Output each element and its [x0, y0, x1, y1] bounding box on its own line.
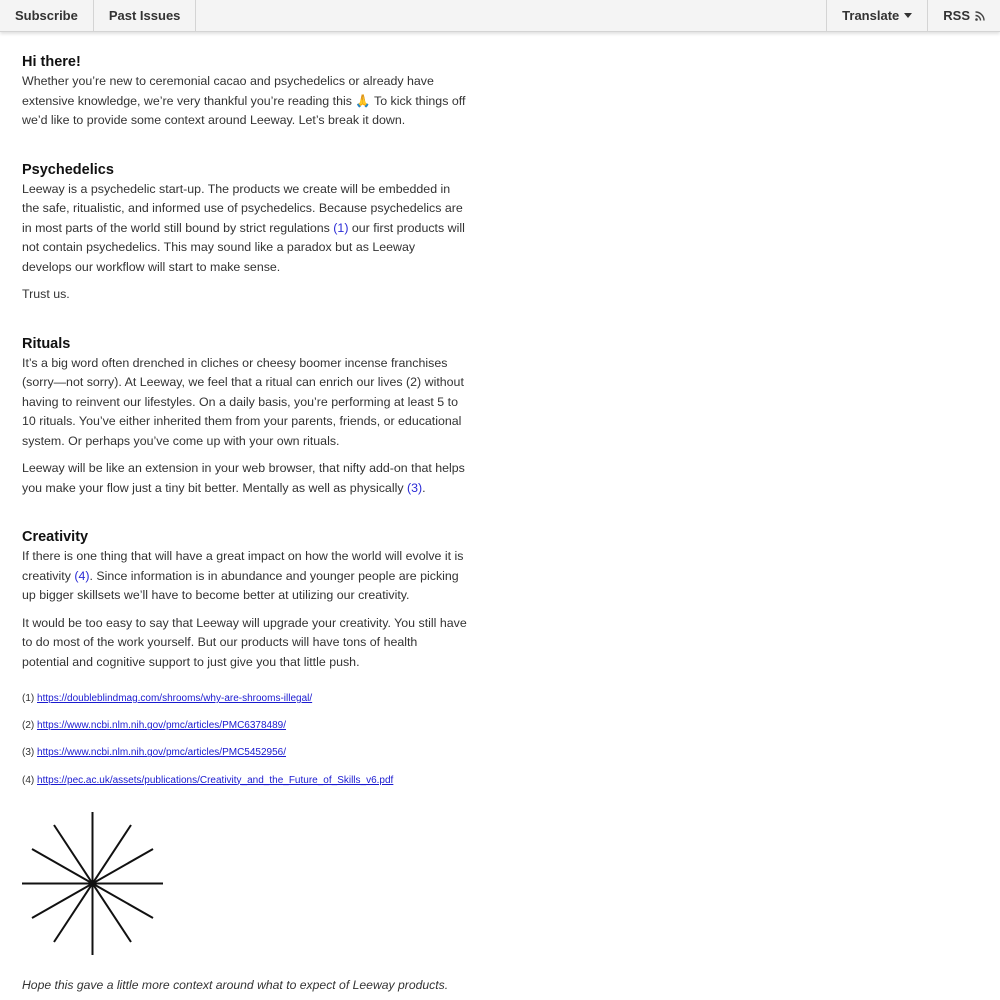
rss-icon [975, 11, 985, 21]
caret-down-icon [904, 13, 912, 18]
reference-item [22, 692, 622, 706]
intro-heading: Hi there! [22, 54, 81, 70]
reference-url[interactable]: https://doubleblindmag.com/shrooms/why-are-shrooms-illegal/ [37, 693, 313, 704]
psychedelics-paragraph-2: Trust us. [22, 287, 70, 301]
leeway-star-logo-icon [22, 812, 163, 955]
creativity-paragraph-2: It would be too easy to say that Leeway will upgrade your creativity. You still have to do most of the work yourself. But our products will have tons of health potential and cognitive support to just give you that little push. [22, 615, 467, 669]
reference-link-3[interactable]: (3) [406, 480, 423, 495]
creativity-paragraph-1 [22, 547, 467, 606]
reference-url[interactable]: https://www.ncbi.nlm.nih.gov/pmc/articles/PMC6378489/ [37, 720, 287, 732]
rituals-paragraph-2 [22, 459, 467, 498]
creativity-text-b: . Since information is in abundance and younger people are picking up bigger skillsets we’ll have to become better at utilizing our creativity. [22, 568, 459, 602]
reference-link-4[interactable]: (4) [74, 568, 90, 583]
reference-item [22, 774, 622, 788]
reference-item [22, 746, 622, 760]
translate-dropdown[interactable] [826, 0, 927, 31]
top-nav-bar [0, 0, 1000, 32]
rituals-text-a: Leeway will be like an extension in your web browser, that nifty add-on that helps you make your flow just a tiny bit better. Mentally as well as physically [22, 461, 465, 495]
newsletter-body [22, 52, 467, 672]
pray-emoji-icon: 🙏 [355, 93, 371, 108]
translate-label: Translate [842, 8, 900, 23]
intro-text-a: Whether you’re new to ceremonial cacao and psychedelics or already have extensive knowledge, we’re very thankful you’re reading this [22, 74, 434, 108]
reference-number: (3) [22, 747, 35, 759]
past-issues-button[interactable] [94, 0, 197, 31]
psychedelics-text-b: our first products will not contain psychedelics. This may sound like a paradox but as Leeway develops our workflow will start to make sense. [22, 220, 465, 274]
subscribe-button[interactable] [0, 0, 94, 31]
reference-number: (4) [22, 774, 35, 786]
psychedelics-paragraph-1 [22, 180, 467, 278]
reference-url[interactable]: https://www.ncbi.nlm.nih.gov/pmc/articles/PMC5452956/ [37, 747, 287, 759]
reference-url[interactable]: https://pec.ac.uk/assets/publications/Creativity_and_the_Future_of_Skills_v6.pdf [37, 774, 394, 786]
references-list [22, 692, 622, 801]
rss-label: RSS [943, 8, 970, 23]
intro-text-b: To kick things off we’d like to provide some context around Leeway. Let’s break it down. [22, 93, 466, 127]
intro-paragraph [22, 72, 467, 131]
psychedelics-text-a: Leeway is a psychedelic start-up. The products we create will be embedded in the safe, ritualistic, and informed use of psychedelics. Because psychedelics are in most parts of the world still bound by strict regulations [22, 181, 463, 235]
reference-link-1[interactable]: (1) [333, 220, 349, 235]
creativity-text-a: If there is one thing that will have a great impact on how the world will evolve it is creativity [22, 549, 464, 583]
rituals-text-b: . [422, 480, 426, 495]
nav-spacer [196, 0, 826, 31]
rss-button[interactable] [927, 0, 1000, 31]
rituals-heading: Rituals [22, 335, 71, 352]
subscribe-label: Subscribe [15, 8, 78, 23]
rituals-paragraph-1: It’s a big word often drenched in cliches or cheesy boomer incense franchises (sorry—not sorry). At Leeway, we feel that a ritual can enrich our lives (2) without having to reinvent our lifestyles. On a daily basis, you’re performing at least 5 to 10 rituals. You’ve either inherited them from your parents, friends, or educational system. Or perhaps you’ve come up with your own rituals. [22, 355, 464, 448]
psychedelics-heading: Psychedelics [22, 161, 114, 178]
reference-item [22, 719, 622, 733]
creativity-heading: Creativity [22, 529, 89, 545]
reference-number: (2) [22, 720, 35, 732]
reference-number: (1) [22, 693, 35, 704]
past-issues-label: Past Issues [108, 8, 181, 23]
closing-note: Hope this gave a little more context around what to expect of Leeway products. [22, 978, 449, 992]
